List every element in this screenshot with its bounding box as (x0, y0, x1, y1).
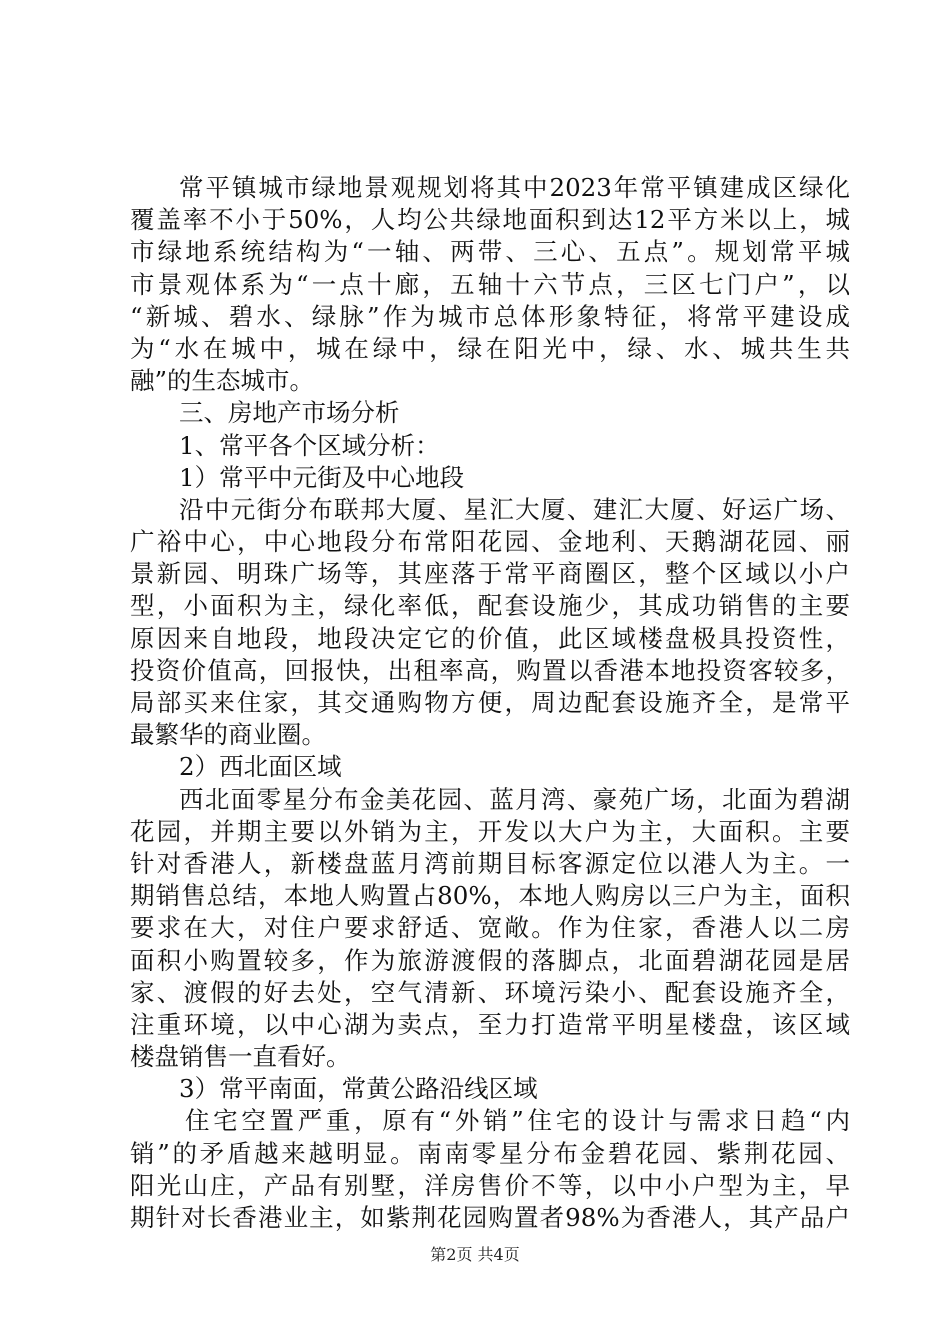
subsection-heading: 1、常平各个区域分析： (179, 430, 440, 460)
paragraph-line: 阳光山庄，产品有别墅，洋房售价不等，以中小户型为主，早 (130, 1170, 850, 1200)
paragraph-line: 最繁华的商业圈。 (130, 720, 326, 750)
section-heading: 三、房地产市场分析 (179, 398, 400, 428)
subsection-heading: 1）常平中元街及中心地段 (179, 462, 465, 492)
paragraph-line: 面积小购置较多，作为旅游渡假的落脚点，北面碧湖花园是居 (130, 945, 850, 975)
paragraph-line: 融”的生态城市。 (130, 366, 315, 396)
paragraph-line: 针对香港人，新楼盘蓝月湾前期目标客源定位以港人为主。一 (130, 848, 850, 878)
paragraph-line: 覆盖率不小于50%，人均公共绿地面积到达12平方米以上，城 (130, 205, 850, 235)
paragraph-line: “新城、碧水、绿脉”作为城市总体形象特征，将常平建设成 (130, 301, 850, 331)
paragraph-line: 住宅空置严重，原有“外销”住宅的设计与需求日趋“内 (185, 1106, 850, 1136)
paragraph-line: 花园，并期主要以外销为主，开发以大户为主，大面积。主要 (130, 816, 850, 846)
paragraph-line: 期针对长香港业主，如紫荆花园购置者98%为香港人，其产品户 (130, 1203, 850, 1232)
paragraph-line: 景新园、明珠广场等，其座落于常平商圈区，整个区域以小户 (130, 559, 850, 589)
document-body (130, 172, 850, 1234)
paragraph-line: 注重环境，以中心湖为卖点，至力打造常平明星楼盘，该区域 (130, 1009, 850, 1039)
paragraph-line: 原因来自地段，地段决定它的价值，此区域楼盘极具投资性， (130, 623, 850, 653)
paragraph-line: 销”的矛盾越来越明显。南南零星分布金碧花园、紫荆花园、 (130, 1138, 850, 1168)
paragraph-line: 沿中元街分布联邦大厦、星汇大厦、建汇大厦、好运广场、 (179, 494, 850, 524)
paragraph-line: 局部买来住家，其交通购物方便，周边配套设施齐全，是常平 (130, 688, 850, 717)
subsection-heading: 3）常平南面，常黄公路沿线区域 (179, 1074, 538, 1104)
page-number-footer: 第2页 共4页 (430, 1245, 520, 1264)
paragraph-line: 期销售总结，本地人购置占80%，本地人购房以三户为主，面积 (130, 881, 850, 911)
paragraph-line: 市绿地系统结构为“一轴、两带、三心、五点”。规划常平城 (130, 237, 850, 267)
paragraph-line: 型，小面积为主，绿化率低，配套设施少，其成功销售的主要 (130, 591, 850, 621)
paragraph-line: 为“水在城中，城在绿中，绿在阳光中，绿、水、城共生共 (130, 333, 850, 363)
paragraph-line: 常平镇城市绿地景观规划将其中2023年常平镇建成区绿化 (179, 173, 850, 202)
paragraph-line: 家、渡假的好去处，空气清新、环境污染小、配套设施齐全， (130, 977, 850, 1007)
paragraph-line: 广裕中心，中心地段分布常阳花园、金地利、天鹅湖花园、丽 (130, 527, 850, 557)
paragraph-line: 市景观体系为“一点十廊，五轴十六节点，三区七门户”，以 (130, 269, 850, 299)
paragraph-line: 投资价值高，回报快，出租率高，购置以香港本地投资客较多， (130, 655, 850, 685)
paragraph-line: 要求在大，对住户要求舒适、宽敞。作为住家，香港人以二房 (130, 913, 850, 943)
paragraph-line: 楼盘销售一直看好。 (130, 1042, 351, 1072)
subsection-heading: 2）西北面区域 (179, 752, 342, 782)
paragraph-line: 西北面零星分布金美花园、蓝月湾、豪苑广场，北面为碧湖 (179, 784, 850, 814)
